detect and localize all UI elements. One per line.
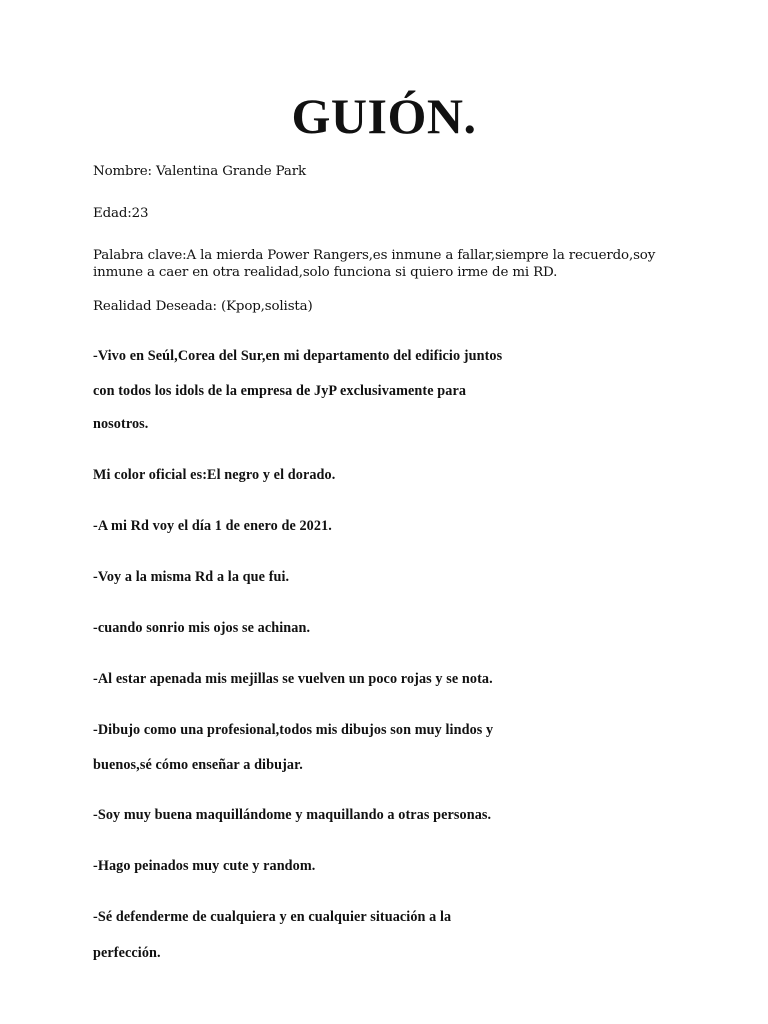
statement-line: -Al estar apenada mis mejillas se vuelven un poco rojas y se nota.	[93, 671, 493, 687]
statement-line: -cuando sonrio mis ojos se achinan.	[93, 620, 311, 636]
palabra-clave-line-2: inmune a caer en otra realidad,solo funciona si quiero irme de mi RD.	[93, 265, 558, 280]
statement-line: -Soy muy buena maquillándome y maquillando a otras personas.	[93, 807, 492, 823]
statement-line: con todos los idols de la empresa de JyP exclusivamente para	[93, 383, 467, 399]
statement-line: buenos,sé cómo enseñar a dibujar.	[93, 757, 303, 773]
statement-line: -Sé defenderme de cualquiera y en cualquier situación a la	[93, 909, 452, 925]
statement-line: -Vivo en Seúl,Corea del Sur,en mi departamento del edificio juntos	[93, 348, 503, 364]
edad-line: Edad:23	[93, 206, 149, 221]
realidad-deseada-line: Realidad Deseada: (Kpop,solista)	[93, 299, 313, 314]
document-title: GUIÓN.	[291, 88, 477, 144]
statement-line: -Voy a la misma Rd a la que fui.	[93, 569, 290, 585]
statement-line: perfección.	[93, 945, 161, 961]
statement-line: -Dibujo como una profesional,todos mis dibujos son muy lindos y	[93, 722, 494, 738]
statement-line: nosotros.	[93, 416, 149, 432]
nombre-line: Nombre: Valentina Grande Park	[93, 164, 306, 179]
statement-line: Mi color oficial es:El negro y el dorado.	[93, 467, 336, 483]
statement-line: -A mi Rd voy el día 1 de enero de 2021.	[93, 518, 332, 534]
palabra-clave-line-1: Palabra clave:A la mierda Power Rangers,es inmune a fallar,siempre la recuerdo,soy	[93, 248, 656, 263]
statement-line: -Hago peinados muy cute y random.	[93, 858, 316, 874]
